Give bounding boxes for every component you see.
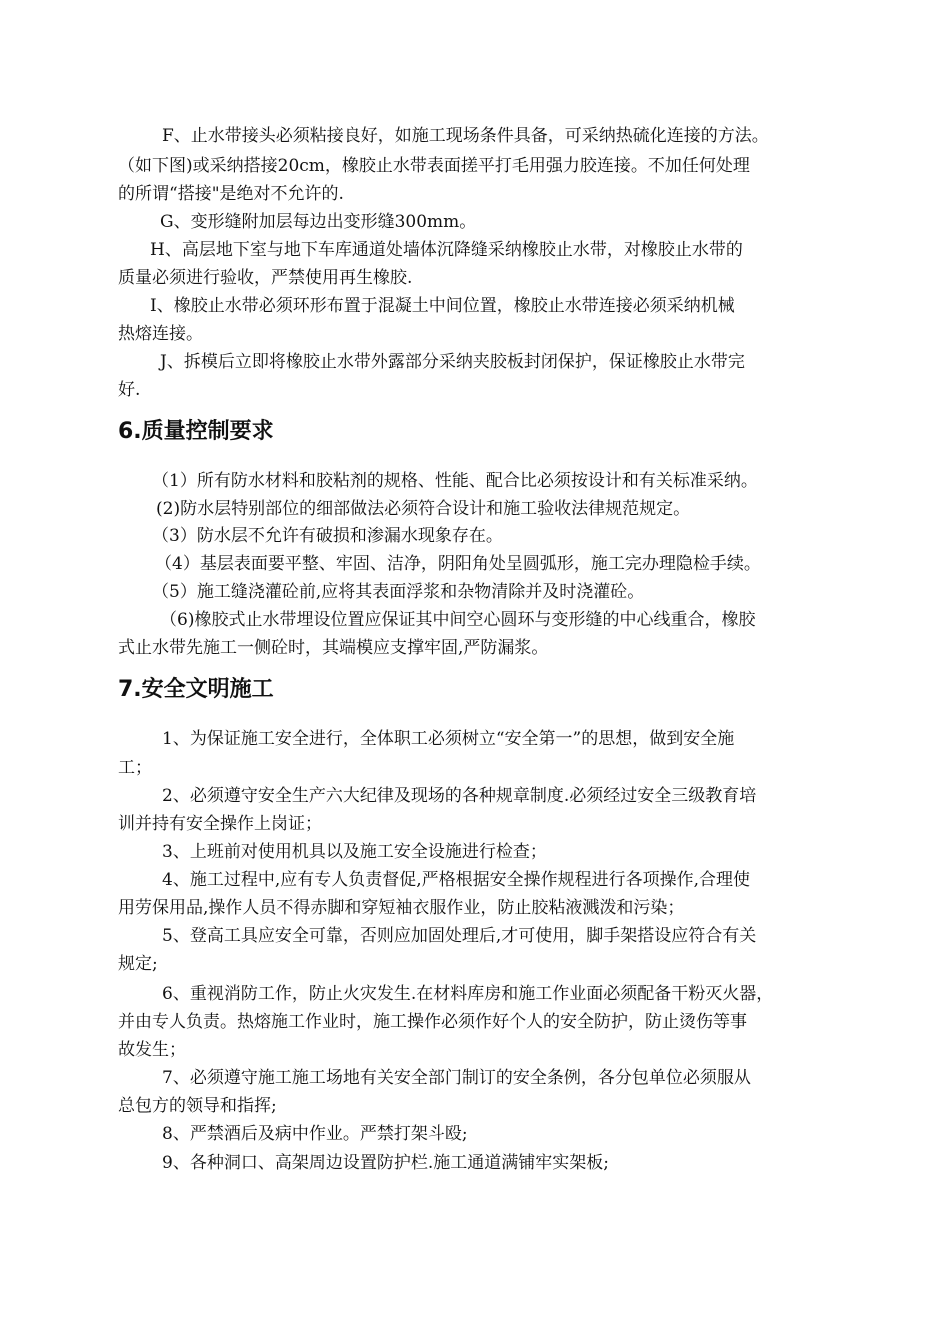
text-line: （3）防水层不允许有破损和渗漏水现象存在。 [152, 526, 503, 546]
text-line: 式止水带先施工一侧砼时，其端模应支撑牢固,严防漏浆。 [118, 638, 549, 658]
text-line: 2、必须遵守安全生产六大纪律及现场的各种规章制度.必须经过安全三级教育培 [162, 786, 757, 806]
text-line: 故发生； [118, 1040, 186, 1060]
text-line: 好. [118, 380, 141, 400]
text-line: 工； [118, 758, 152, 778]
text-line: 质量必须进行验收，严禁使用再生橡胶. [118, 268, 413, 288]
text-line: （如下图)或采纳搭接20cm，橡胶止水带表面搓平打毛用强力胶连接。不加任何处理 [118, 156, 750, 176]
text-line: G、变形缝附加层每边出变形缝300mm。 [160, 212, 477, 232]
text-line: 用劳保用品,操作人员不得赤脚和穿短袖衣服作业，防止胶粘液溅泼和污染； [118, 898, 685, 918]
text-line: （4）基层表面要平整、牢固、洁净，阴阳角处呈圆弧形，施工完办理隐检手续。 [155, 554, 761, 574]
section-heading: 7.安全文明施工 [118, 677, 274, 702]
text-line: 5、登高工具应安全可靠，否则应加固处理后,才可使用，脚手架搭设应符合有关 [162, 926, 757, 946]
text-line: 热熔连接。 [118, 324, 203, 344]
text-line: （1）所有防水材料和胶粘剂的规格、性能、配合比必须按设计和有关标准采纳。 [152, 471, 758, 491]
text-line: （5）施工缝浇灌砼前,应将其表面浮浆和杂物清除并及时浇灌砼。 [152, 582, 645, 602]
text-line: （6)橡胶式止水带埋设位置应保证其中间空心圆环与变形缝的中心线重合，橡胶 [160, 610, 756, 630]
text-line: F、止水带接头必须粘接良好，如施工现场条件具备，可采纳热硫化连接的方法。 [162, 126, 769, 146]
text-line: J、拆模后立即将橡胶止水带外露部分采纳夹胶板封闭保护，保证橡胶止水带完 [160, 352, 745, 372]
text-line: 总包方的领导和指挥; [118, 1096, 277, 1116]
text-line: 1、为保证施工安全进行，全体职工必须树立“安全第一”的思想，做到安全施 [162, 729, 735, 749]
text-line: 6、重视消防工作，防止火灾发生.在材料库房和施工作业面必须配备干粉灭火器， [162, 984, 774, 1004]
section-heading: 6.质量控制要求 [118, 419, 274, 444]
text-line: 规定; [118, 954, 158, 974]
text-line: 4、施工过程中,应有专人负责督促,严格根据安全操作规程进行各项操作,合理使 [162, 870, 751, 890]
text-line: 8、严禁酒后及病中作业。严禁打架斗殴; [162, 1124, 468, 1144]
text-line: 并由专人负责。热熔施工作业时，施工操作必须作好个人的安全防护，防止烫伤等事 [118, 1012, 747, 1032]
text-line: 7、必须遵守施工施工场地有关安全部门制订的安全条例，各分包单位必须服从 [162, 1068, 751, 1088]
text-line: I、橡胶止水带必须环形布置于混凝土中间位置，橡胶止水带连接必须采纳机械 [150, 296, 735, 316]
text-line: 的所谓“搭接"是绝对不允许的. [118, 184, 344, 204]
text-line: 训并持有安全操作上岗证； [118, 814, 322, 834]
text-line: 3、上班前对使用机具以及施工安全设施进行检查； [162, 842, 547, 862]
text-line: H、高层地下室与地下车库通道处墙体沉降缝采纳橡胶止水带，对橡胶止水带的 [150, 240, 743, 260]
text-line: 9、各种洞口、高架周边设置防护栏.施工通道满铺牢实架板; [162, 1153, 609, 1173]
text-line: (2)防水层特别部位的细部做法必须符合设计和施工验收法律规范规定。 [156, 499, 691, 519]
